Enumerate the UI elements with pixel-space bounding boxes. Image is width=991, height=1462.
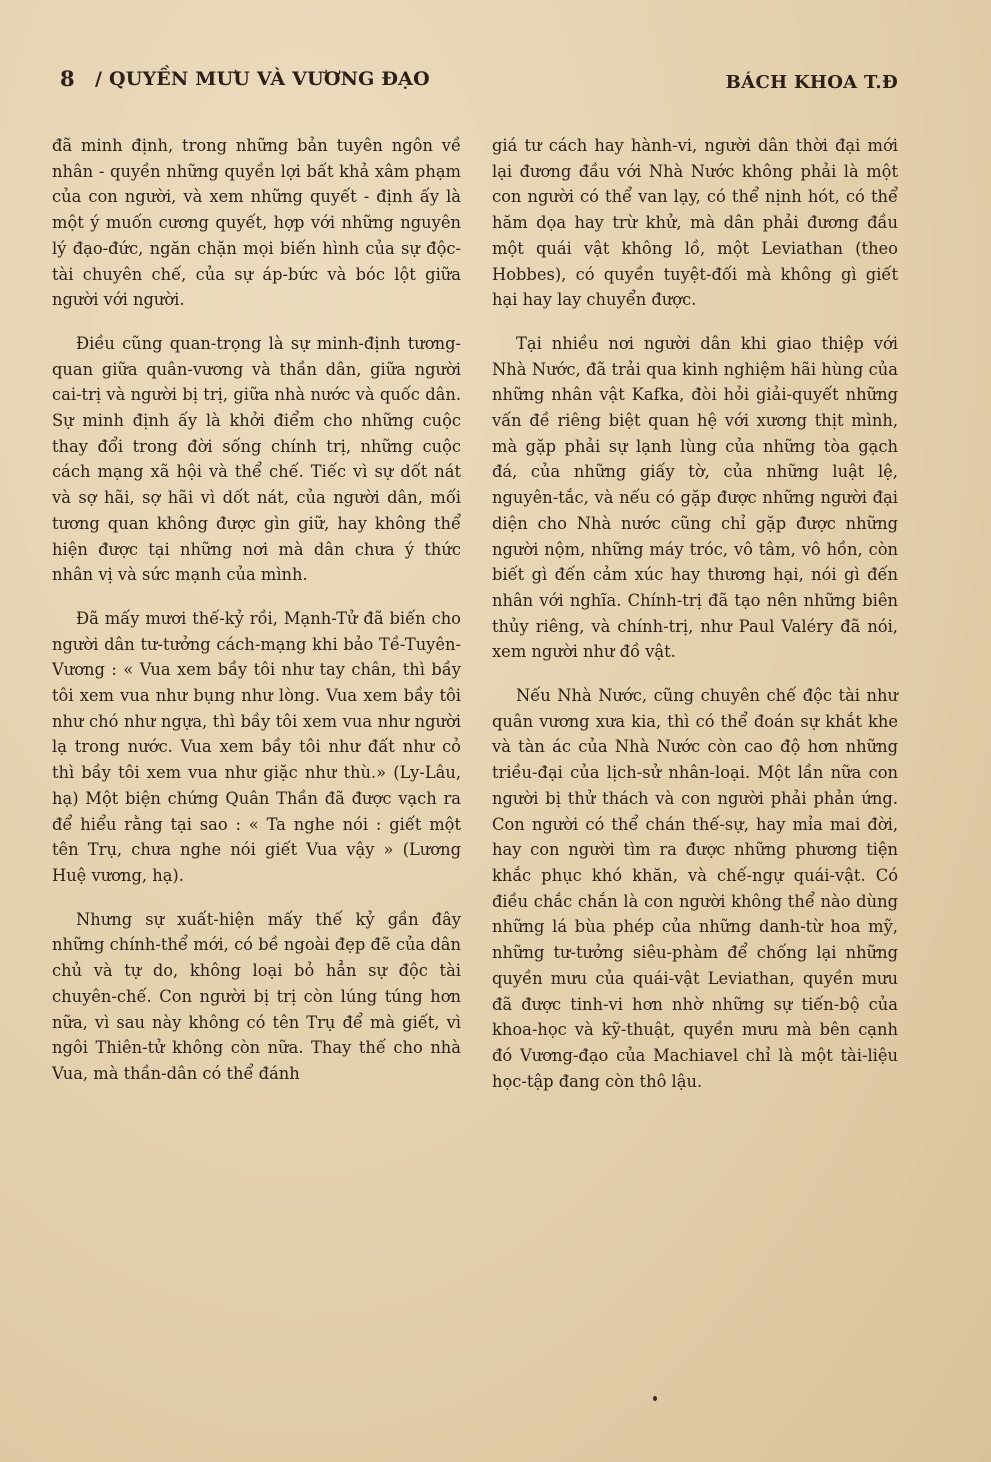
paragraph: Tại nhiều nơi người dân khi giao thiệp với Nhà Nước, đã trải qua kinh nghiệm hãi hùng của những nhân vật Kafka, đòi hỏi giải-quyết những vấn đề riêng biệt quan hệ với xương thịt mình, mà gặp phải sự lạnh lùng của những tòa gạch đá, của những giấy tờ, của những luật lệ, nguyên-tắc, và nếu có gặp được những người đại diện cho Nhà nước cũng chỉ gặp được những người nộm, những máy tróc, vô tâm, vô hồn, còn biết gì đến cảm xúc hay thương hại, nói gì đến nhân với nghĩa. Chính-trị đã tạo nên những biên thủy riêng, và chính-trị, như Paul Valéry đã nói, xem người như đồ vật.: [492, 333, 898, 662]
right-column: [492, 133, 898, 1112]
ink-dot: [653, 1396, 657, 1401]
page-header: [60, 66, 900, 94]
paragraph: giá tư cách hay hành-vi, người dân thời đại mới lại đương đầu với Nhà Nước không phải là một con người có thể van lạy, có thể nịnh hót, có thể hăm dọa hay trừ khử, mà dân phải đương đầu một quái vật không lồ, một Leviathan (theo Hobbes), có quyền tuyệt-đối mà không gì giết hại hay lay chuyển được.: [492, 136, 898, 310]
paragraph: Nhưng sự xuất-hiện mấy thế kỷ gần đây những chính-thể mới, có bề ngoài đẹp đẽ của dân chủ và tự do, không loại bỏ hẳn sự độc tài chuyên-chế. Con người bị trị còn lúng túng hơn nữa, vì sau này không có tên Trụ để mà giết, vì ngôi Thiên-tử không còn nữa. Thay thế cho nhà Vua, mà thần-dân có thể đánh: [52, 909, 461, 1083]
left-column: [52, 133, 461, 1105]
paragraph: Điều cũng quan-trọng là sự minh-định tương-quan giữa quân-vương và thần dân, giữa người cai-trị và người bị trị, giữa nhà nước và quốc dân. Sự minh định ấy là khởi điểm cho những cuộc thay đổi trong đời sống chính trị, những cuộc cách mạng xã hội và thể chế. Tiếc vì sự dốt nát và sợ hãi, sợ hãi vì dốt nát, của người dân, mối tương quan không được gìn giữ, hay không thể hiện được tại những nơi mà dân chưa ý thức nhân vị và sức mạnh của mình.: [52, 333, 461, 585]
paragraph: đã minh định, trong những bản tuyên ngôn về nhân - quyền những quyền lợi bất khả xâm phạm của con người, và xem những quyết - định ấy là một ý muốn cương quyết, hợp với những nguyên lý đạo-đức, ngăn chặn mọi biến hình của sự độc-tài chuyên chế, của sự áp-bức và bóc lột giữa người với người.: [52, 136, 461, 310]
paragraph: Đã mấy mươi thế-kỷ rồi, Mạnh-Tử đã biến cho người dân tư-tưởng cách-mạng khi bảo Tề-Tuyên-Vương : « Vua xem bầy tôi như tay chân, thì bầy tôi xem vua như bụng như lòng. Vua xem bầy tôi như chó như ngựa, thì bầy tôi xem vua như người lạ trong nước. Vua xem bầy tôi như đất như cỏ thì bầy tôi xem vua như giặc như thù.» (Ly-Lâu, hạ) Một biện chứng Quân Thần đã được vạch ra để hiểu rằng tại sao : « Ta nghe nói : giết một tên Trụ, chưa nghe nói giết Vua vậy » (Lương Huệ vương, hạ).: [52, 608, 461, 885]
magazine-title: BÁCH KHOA T.Đ: [725, 72, 898, 93]
running-title: / QUYỀN MƯU VÀ VƯƠNG ĐẠO: [95, 68, 430, 90]
paragraph: Nếu Nhà Nước, cũng chuyên chế độc tài như quân vương xưa kia, thì có thể đoán sự khắt khe và tàn ác của Nhà Nước còn cao độ hơn những triều-đại của lịch-sử nhân-loại. Một lần nữa con người bị thử thách và con người phải phản ứng. Con người có thể chán thế-sự, hay mỉa mai đời, hay con người tìm ra được những phương tiện khắc phục khó khăn, và chế-ngự quái-vật. Có điều chắc chắn là con người không thể nào dùng những lá bùa phép của những danh-từ hoa mỹ, những tư-tưởng siêu-phàm để chống lại những quyền mưu của quái-vật Leviathan, quyền mưu đã được tinh-vi hơn nhờ những sự tiến-bộ của khoa-học và kỹ-thuật, quyền mưu mà bên cạnh đó Vương-đạo của Machiavel chỉ là một tài-liệu học-tập đang còn thô lậu.: [492, 686, 898, 1091]
page-number: 8: [60, 66, 75, 91]
